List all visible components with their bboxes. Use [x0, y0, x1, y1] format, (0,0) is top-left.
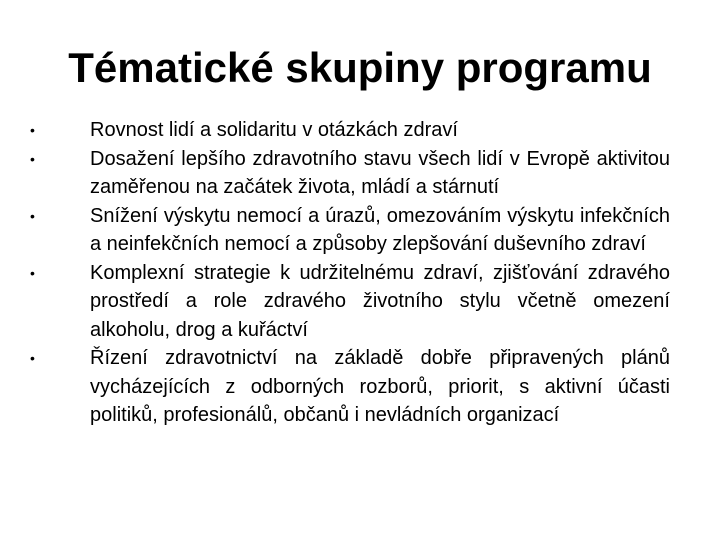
bullet-dot-icon: • — [30, 264, 35, 281]
bullet-text: Řízení zdravotnictví na základě dobře připravených plánů vycházejících z odborných rozborů, priorit, s aktivní účasti politiků, profesionálů, občanů i nevládních organizací — [90, 347, 670, 426]
bullet-item — [30, 259, 670, 345]
bullet-item — [30, 202, 670, 259]
bullet-dot-icon: • — [30, 207, 35, 224]
bullet-text: Dosažení lepšího zdravotního stavu všech lidí v Evropě aktivitou zaměřenou na začátek života, mládí a stárnutí — [90, 147, 670, 198]
bullet-item — [30, 116, 670, 145]
bullet-text: Rovnost lidí a solidaritu v otázkách zdraví — [90, 119, 458, 141]
bullet-item — [30, 145, 670, 202]
bullet-list — [30, 116, 670, 430]
bullet-dot-icon: • — [30, 150, 35, 167]
bullet-text: Snížení výskytu nemocí a úrazů, omezováním výskytu infekčních a neinfekčních nemocí a způsoby zlepšování duševního zdraví — [90, 204, 670, 255]
bullet-item — [30, 344, 670, 430]
slide-title: Tématické skupiny programu — [68, 44, 652, 91]
bullet-dot-icon: • — [30, 350, 35, 366]
bullet-dot-icon: • — [30, 122, 35, 138]
bullet-text: Komplexní strategie k udržitelnému zdraví, zjišťování zdravého prostředí a role zdravého životního stylu včetně omezení alkoholu, drog a kuřáctví — [90, 261, 670, 341]
